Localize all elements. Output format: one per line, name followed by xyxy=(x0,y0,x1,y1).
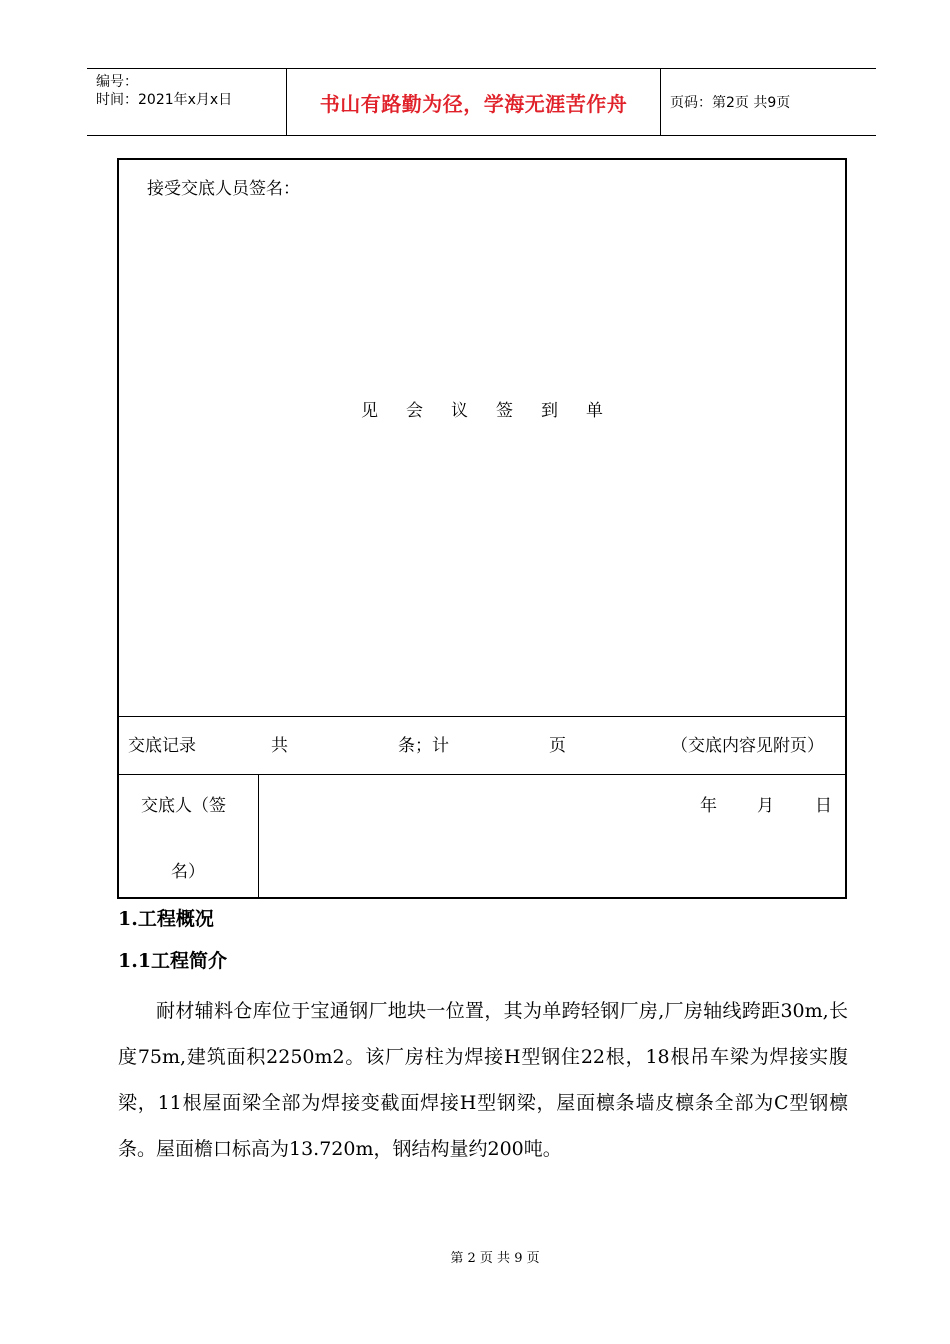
date-day: 日 xyxy=(815,796,832,816)
record-items-label: 条；计 xyxy=(398,736,449,756)
section-heading-1: 1.工程概况 xyxy=(118,908,214,930)
header-motto: 书山有路勤为径，学海无涯苦作舟 xyxy=(287,69,661,135)
handover-person-label xyxy=(119,775,259,897)
person-label-line1: 交底人（签 xyxy=(141,796,226,816)
person-label-line2: 名） xyxy=(171,862,205,882)
page-header xyxy=(87,68,876,136)
header-page-info: 页码：第2页 共9页 xyxy=(670,95,791,111)
date-year: 年 xyxy=(700,796,717,816)
record-total-label: 共 xyxy=(271,736,288,756)
date-month: 月 xyxy=(757,796,774,816)
see-meeting-sheet-text: 见会议签到单 xyxy=(361,401,631,421)
record-label: 交底记录 xyxy=(128,736,196,756)
signature-label: 接受交底人员签名： xyxy=(147,179,300,199)
signature-cell xyxy=(119,160,845,717)
handover-form-table xyxy=(117,158,847,899)
project-intro-paragraph: 耐材辅料仓库位于宝通钢厂地块一位置，其为单跨轻钢厂房,厂房轴线跨距30m,长度75m,建筑面积2250m2。该厂房柱为焊接H型钢住22根，18根吊车梁为焊接实腹梁，11根屋面梁全部为焊接变截面焊接H型钢梁，屋面檩条墙皮檩条全部为C型钢檩条。屋面檐口标高为13.720m，钢结构量约200吨。 xyxy=(118,1000,848,1160)
document-number-label: 编号： xyxy=(96,74,138,90)
document-time-label: 时间：2021年x月x日 xyxy=(96,92,233,108)
handover-person-row xyxy=(119,775,845,897)
header-meta xyxy=(87,69,287,135)
record-pages-label: 页 xyxy=(549,736,566,756)
record-row xyxy=(119,717,845,775)
page-footer: 第 2 页 共 9 页 xyxy=(450,1251,540,1266)
record-note: （交底内容见附页） xyxy=(671,736,824,756)
section-heading-1-1: 1.1工程简介 xyxy=(118,950,228,972)
